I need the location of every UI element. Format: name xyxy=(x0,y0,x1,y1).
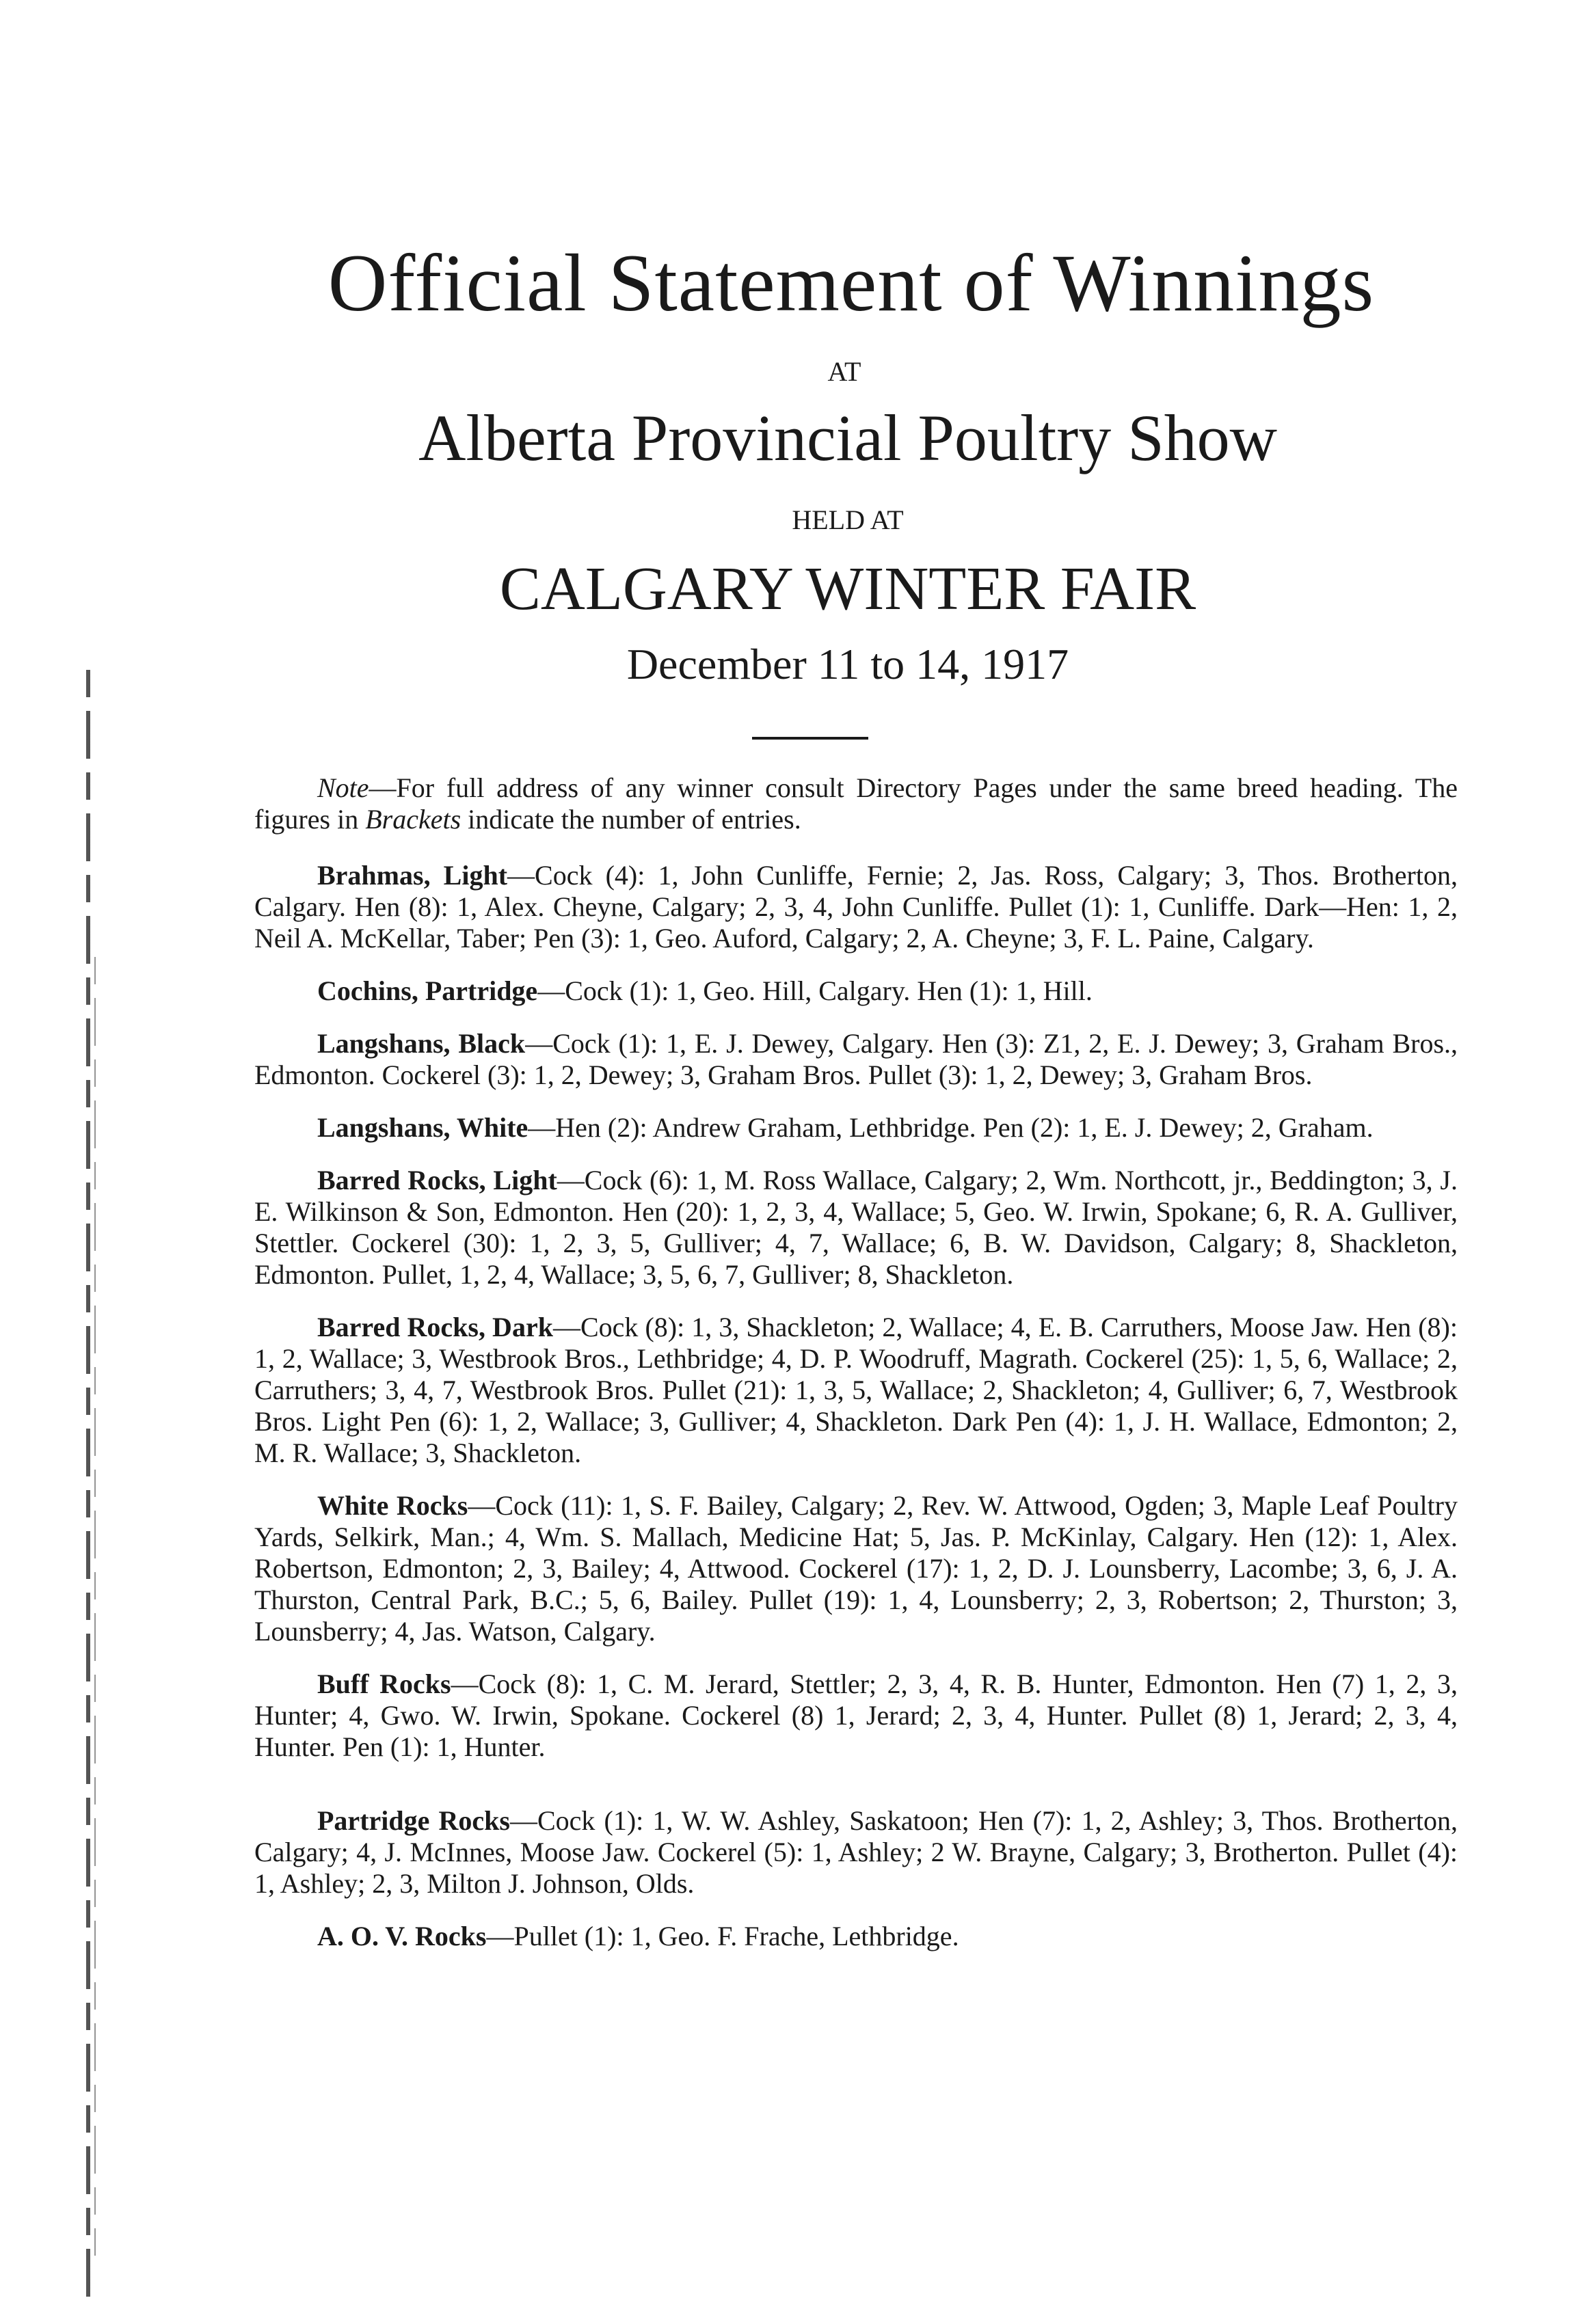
venue-name: CALGARY WINTER FAIR xyxy=(499,555,1196,623)
note-label: Note xyxy=(317,772,369,803)
entry-results: —Cock (6): 1, M. Ross Wallace, Calgary; 2, Wm. Northcott, jr., Beddington; 3, J. E. Wilkinson & Son, Edmonton. Hen (20): 1, 2, 3, 4, Wallace; 5, Geo. W. Irwin, Spokane; 6, R. A. Gulliver, Stettler. Cockerel (30): 1, 2, 3, 5, Gulliver; 4, 7, Wallace; 6, B. W. Davidson, Calgary; 8, Shackleton, Edmonton. Pullet, 1, 2, 4, Wallace; 3, 5, 6, 7, Gulliver; 8, Shackleton. xyxy=(254,1165,1458,1290)
breed-heading: Barred Rocks, Dark xyxy=(317,1312,553,1342)
breed-heading: Langshans, Black xyxy=(317,1028,526,1059)
subtitle-held-at: HELD AT xyxy=(792,504,904,535)
note-brackets: Brackets xyxy=(365,804,461,835)
entry-buff-rocks xyxy=(254,1668,1458,1763)
breed-heading: Cochins, Partridge xyxy=(317,975,538,1006)
show-name: Alberta Provincial Poultry Show xyxy=(418,401,1277,474)
entry-results: —Cock (1): 1, E. J. Dewey, Calgary. Hen (3): Z1, 2, E. J. Dewey; 3, Graham Bros., Edmonton. Cockerel (3): 1, 2, Dewey; 3, Graham Bros. Pullet (3): 1, 2, Dewey; 3, Graham Bros. xyxy=(254,1028,1458,1090)
entry-results: —Hen (2): Andrew Graham, Lethbridge. Pen (2): 1, E. J. Dewey; 2, Graham. xyxy=(528,1112,1374,1143)
margin-binding-mark xyxy=(86,670,90,2297)
entry-results: —Pullet (1): 1, Geo. F. Frache, Lethbridge. xyxy=(486,1921,959,1951)
breed-heading: White Rocks xyxy=(317,1490,468,1521)
entry-results: —Cock (8): 1, 3, Shackleton; 2, Wallace; 4, E. B. Carruthers, Moose Jaw. Hen (8): 1, 2, Wallace; 3, Westbrook Bros., Lethbridge; 4, D. P. Woodruff, Magrath. Cockerel (25): 1, 5, 6, Wallace; 2, Carruthers; 3, 4, 7, Westbrook Bros. Pullet (21): 1, 3, 5, Wallace; 2, Shackleton; 4, Gulliver; 6, 7, Westbrook Bros. Light Pen (6): 1, 2, Wallace; 3, Gulliver; 4, Shackleton. Dark Pen (4): 1, J. H. Wallace, Edmonton; 2, M. R. Wallace; 3, Shackleton. xyxy=(254,1312,1458,1468)
entry-barred-rocks-dark xyxy=(254,1312,1458,1469)
note-text-b: indicate the number of entries. xyxy=(461,804,801,835)
results-body xyxy=(254,772,1458,1973)
entry-brahmas-light xyxy=(254,860,1458,954)
entry-barred-rocks-light xyxy=(254,1165,1458,1291)
entry-partridge-rocks xyxy=(254,1805,1458,1900)
note-paragraph xyxy=(254,772,1458,835)
entry-langshans-white xyxy=(254,1112,1458,1144)
margin-binding-mark-thin xyxy=(94,957,96,2256)
entry-results: —Cock (1): 1, Geo. Hill, Calgary. Hen (1): 1, Hill. xyxy=(537,975,1093,1006)
breed-heading: Langshans, White xyxy=(317,1112,528,1143)
breed-heading: Brahmas, Light xyxy=(317,860,508,891)
title-divider xyxy=(752,737,868,740)
entry-results: —Cock (8): 1, C. M. Jerard, Stettler; 2, 3, 4, R. B. Hunter, Edmonton. Hen (7) 1, 2, 3, Hunter; 4, Gwo. W. Irwin, Spokane. Cockerel (8) 1, Jerard; 2, 3, 4, Hunter. Pullet (8) 1, Jerard; 2, 3, 4, Hunter. Pen (1): 1, Hunter. xyxy=(254,1668,1458,1762)
breed-heading: Barred Rocks, Light xyxy=(317,1165,557,1195)
event-dates: December 11 to 14, 1917 xyxy=(626,640,1069,688)
entry-langshans-black xyxy=(254,1028,1458,1091)
breed-heading: Partridge Rocks xyxy=(317,1805,510,1836)
entry-aov-rocks xyxy=(254,1921,1458,1952)
entry-results: —Cock (4): 1, John Cunliffe, Fernie; 2, Jas. Ross, Calgary; 3, Thos. Brotherton, Calgary. Hen (8): 1, Alex. Cheyne, Calgary; 2, 3, 4, John Cunliffe. Pullet (1): 1, Cunliffe. Dark—Hen: 1, 2, Neil A. McKellar, Taber; Pen (3): 1, Geo. Auford, Calgary; 2, A. Cheyne; 3, F. L. Paine, Calgary. xyxy=(254,860,1458,954)
document-title: Official Statement of Winnings xyxy=(327,237,1375,328)
note-text-a: —For full address of any winner consult Directory Pages under the same breed heading. The figures in xyxy=(254,772,1458,835)
breed-heading: A. O. V. Rocks xyxy=(317,1921,487,1951)
entry-cochins-partridge xyxy=(254,975,1458,1007)
breed-heading: Buff Rocks xyxy=(317,1668,451,1699)
entry-white-rocks xyxy=(254,1490,1458,1647)
subtitle-at: AT xyxy=(827,356,861,387)
entry-results: —Cock (11): 1, S. F. Bailey, Calgary; 2, Rev. W. Attwood, Ogden; 3, Maple Leaf Poultry Yards, Selkirk, Man.; 4, Wm. S. Mallach, Medicine Hat; 5, Jas. P. McKinlay, Calgary. Hen (12): 1, Alex. Robertson, Edmonton; 2, 3, Bailey; 4, Attwood. Cockerel (17): 1, 2, D. J. Lounsberry, Lacombe; 3, 6, J. A. Thurston, Central Park, B.C.; 5, 6, Bailey. Pullet (19): 1, 4, Lounsberry; 2, 3, Robertson; 2, Thurston; 3, Lounsberry; 4, Jas. Watson, Calgary. xyxy=(254,1490,1458,1647)
entry-results: —Cock (1): 1, W. W. Ashley, Saskatoon; Hen (7): 1, 2, Ashley; 3, Thos. Brotherton, Calgary; 4, J. McInnes, Moose Jaw. Cockerel (5): 1, Ashley; 2 W. Brayne, Calgary; 3, Brotherton. Pullet (4): 1, Ashley; 2, 3, Milton J. Johnson, Olds. xyxy=(254,1805,1458,1899)
